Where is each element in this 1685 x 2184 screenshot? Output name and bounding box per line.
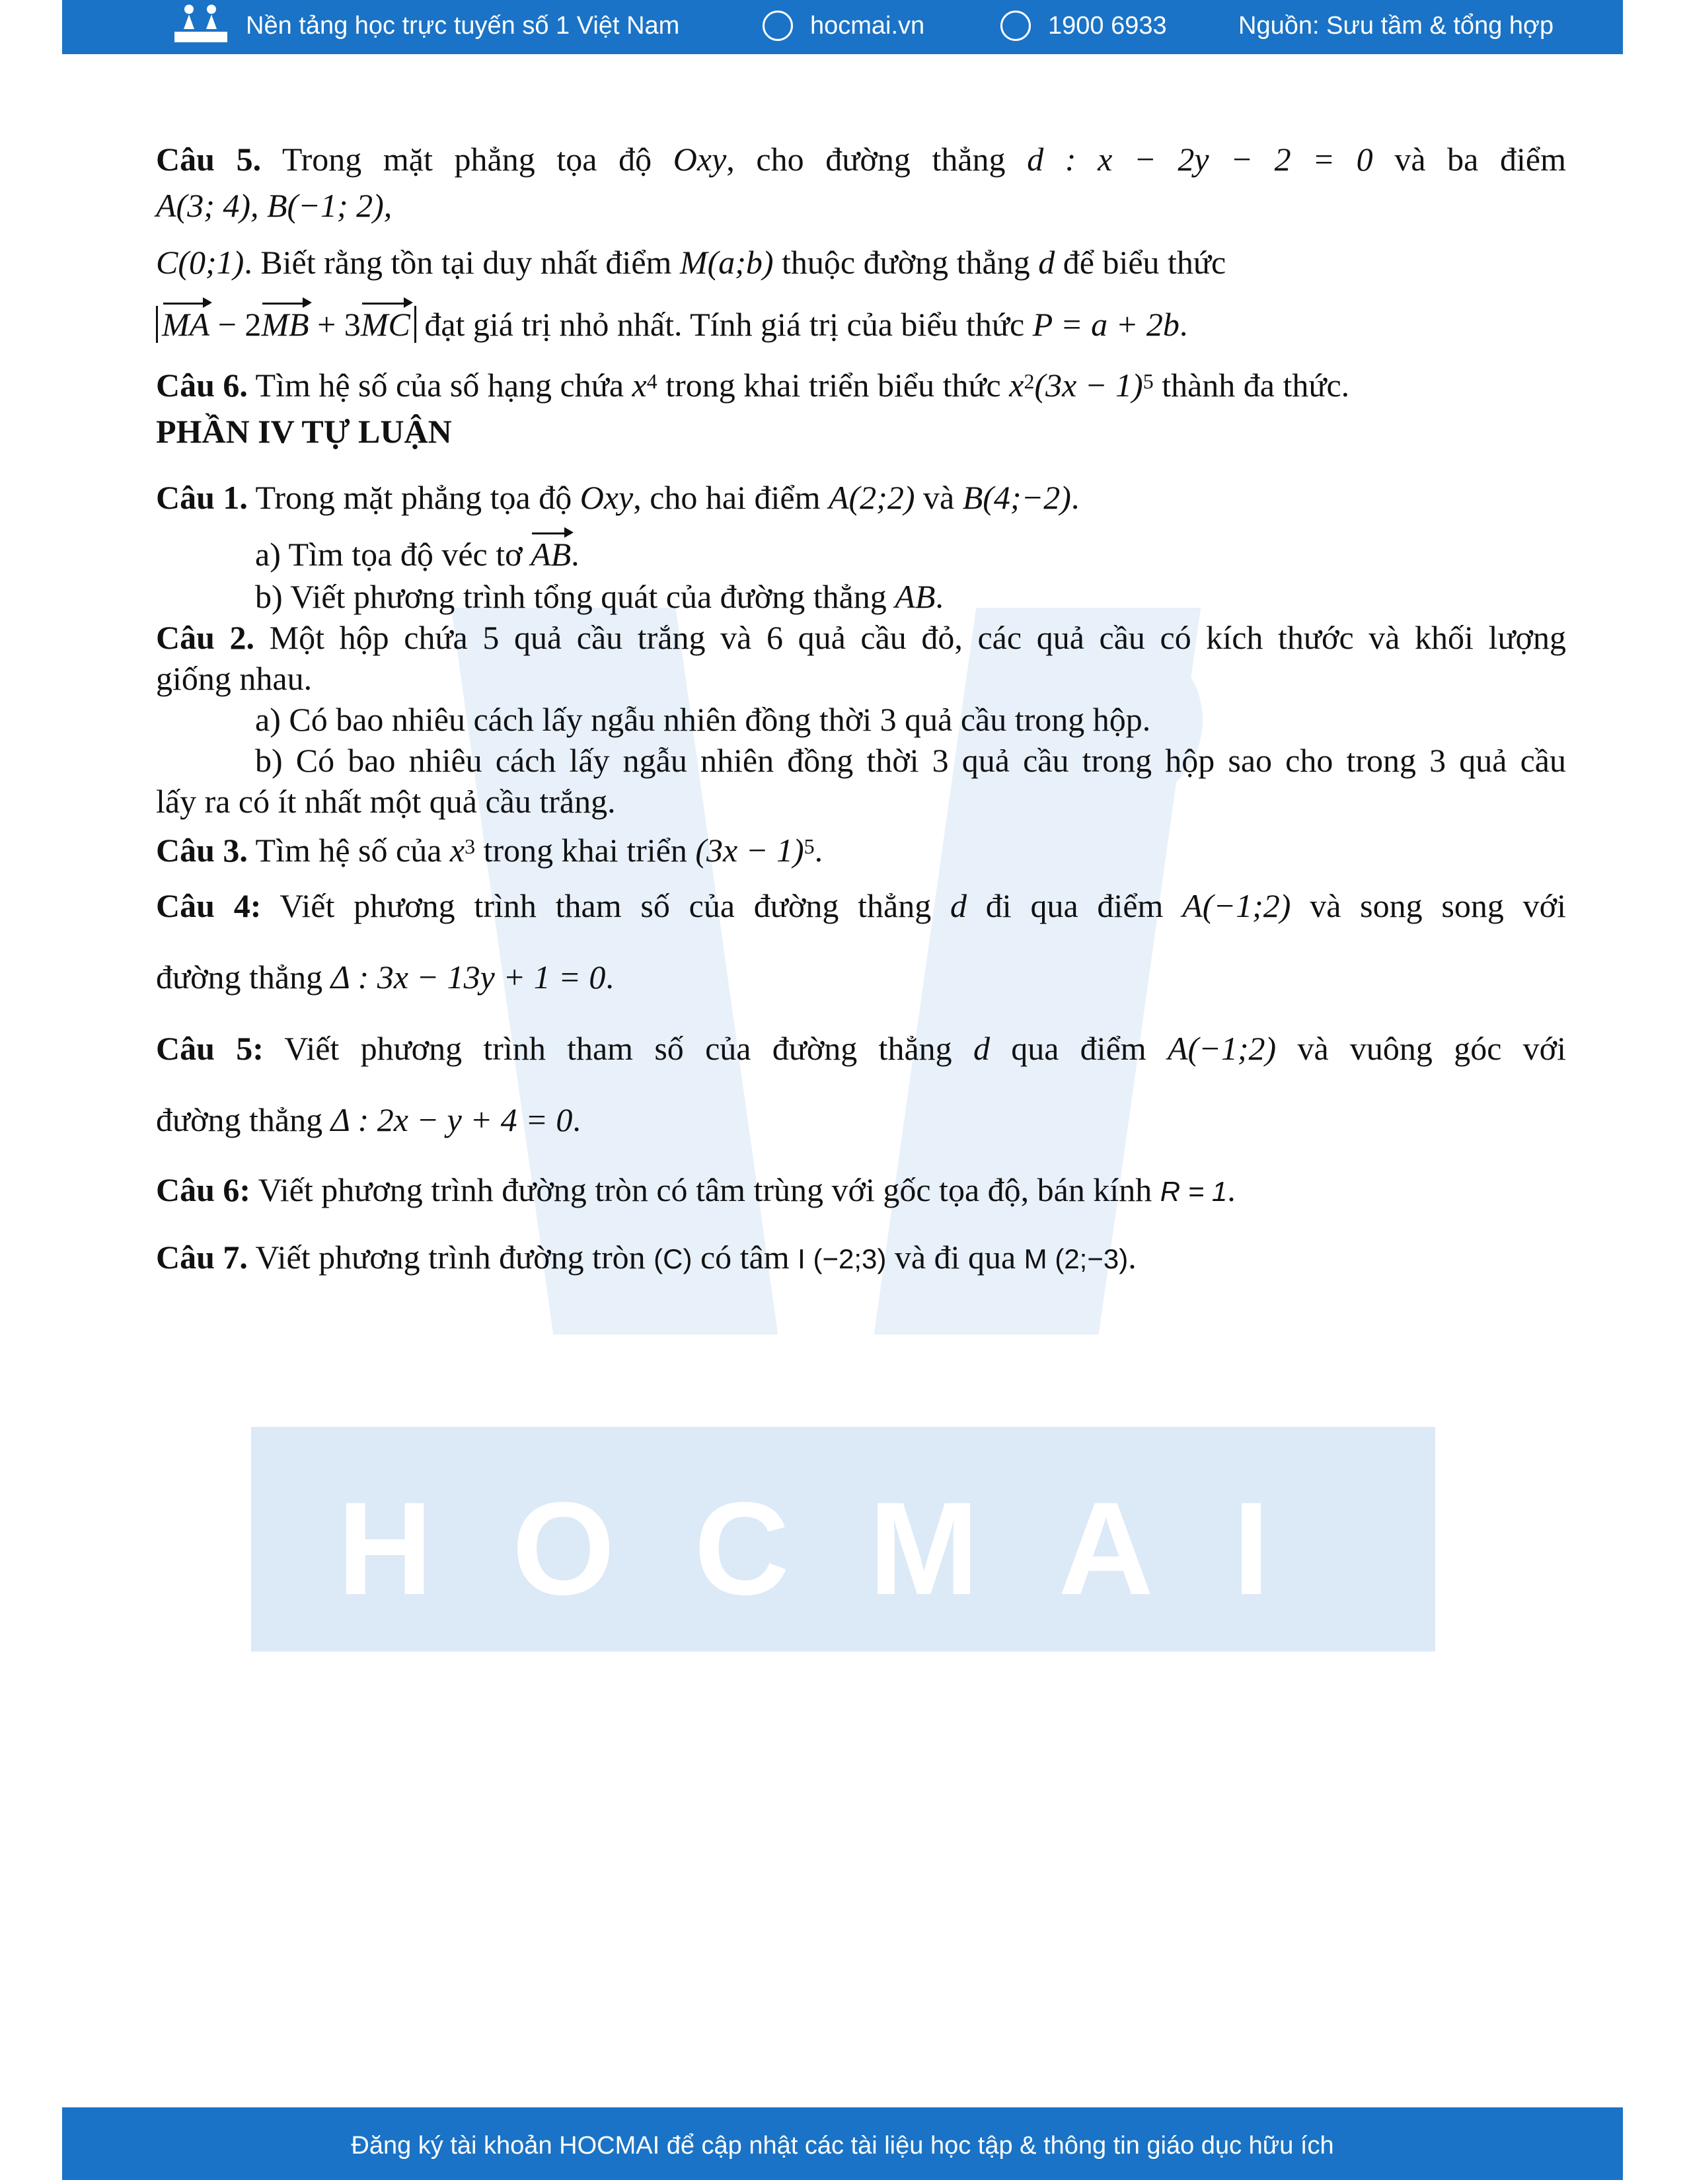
e4-line-1: [156, 885, 1566, 926]
e2-part-a: [255, 699, 1150, 740]
q6-text: Tìm hệ số của số hạng chứa: [255, 367, 624, 404]
e1-label: Câu 1.: [156, 479, 248, 516]
e6-radius: R = 1: [1160, 1176, 1228, 1207]
q5-end: .: [1179, 306, 1188, 343]
e2-line-1: [156, 617, 1566, 658]
e1-text: và: [922, 479, 955, 516]
vector-ab: AB: [531, 534, 571, 575]
q6-polynomial: (3x − 1): [1034, 367, 1143, 404]
e6-line: [156, 1169, 1236, 1212]
vector-mc: MC: [361, 304, 410, 345]
e3-text: trong khai triển: [483, 832, 687, 869]
e3-label: Câu 3.: [156, 832, 248, 869]
e3-end: .: [814, 832, 823, 869]
e5-line-2: [156, 1099, 581, 1140]
q5-text: để biểu thức: [1063, 244, 1226, 281]
e1-part-b-text: b) Viết phương trình tổng quát của đường thẳng: [255, 578, 887, 615]
e2-text: giống nhau.: [156, 660, 313, 697]
e1-end: .: [1070, 479, 1080, 516]
e6-end: .: [1227, 1171, 1236, 1208]
q5-line-1: [156, 139, 1566, 180]
q5-line-3: [156, 242, 1226, 283]
q5-text: Trong mặt phẳng tọa độ: [281, 141, 652, 178]
e5-point-a: A(−1;2): [1167, 1030, 1277, 1067]
e1-part-b: [255, 576, 944, 617]
q5-point-c: C(0;1): [156, 244, 244, 281]
e4-d: d: [950, 887, 967, 924]
e1-line: [156, 477, 1079, 518]
q6-label: Câu 6.: [156, 367, 248, 404]
q5-d: d: [1038, 244, 1055, 281]
e4-text: và song song với: [1310, 887, 1566, 924]
e4-text: đường thẳng: [156, 959, 323, 996]
header-tagline: Nền tảng học trực tuyến số 1 Việt Nam: [246, 12, 680, 40]
e3-text: Tìm hệ số của: [255, 832, 442, 869]
q5-point-m: M(a;b): [679, 244, 774, 281]
header-website-link[interactable]: hocmai.vn: [810, 12, 925, 40]
e2-part-b-text: b) Có bao nhiêu cách lấy ngẫu nhiên đồng thời 3 quả cầu trong hộp sao cho trong 3 quả cầu: [255, 742, 1566, 779]
e1-part-a: [255, 534, 580, 575]
e7-text: và đi qua: [894, 1239, 1016, 1276]
e5-line-1: [156, 1028, 1566, 1069]
q6-exponent: 5: [1142, 369, 1154, 393]
section-title: PHẦN IV TỰ LUẬN: [156, 413, 452, 450]
e2-text: Một hộp chứa 5 quả cầu trắng và 6 quả cầu đỏ, các quả cầu có kích thước và khối lượng: [269, 619, 1567, 656]
vector-ma: MA: [162, 304, 209, 345]
watermark-text: HOCMAI: [337, 1475, 1349, 1622]
watermark-banner: [251, 1427, 1435, 1652]
e7-line: [156, 1237, 1137, 1280]
e3-exponent: 3: [465, 834, 476, 858]
q5-points: A(3; 4), B(−1; 2),: [156, 187, 393, 224]
q5-expression-p: P = a + 2b: [1032, 306, 1180, 343]
q6-x: x: [632, 367, 647, 404]
globe-icon: [763, 11, 793, 41]
q5-line-2: [156, 185, 392, 226]
q5-line-4: [156, 304, 1187, 345]
q5-text: đạt giá trị nhỏ nhất. Tính giá trị của biểu thức: [424, 306, 1025, 343]
e1-text: , cho hai điểm: [633, 479, 821, 516]
q5-vector-expression: [156, 306, 416, 343]
e2-part-b: [255, 740, 1566, 781]
e2-label: Câu 2.: [156, 619, 255, 656]
e4-point-a: A(−1;2): [1182, 887, 1291, 924]
e5-text: và vuông góc với: [1297, 1030, 1567, 1067]
e2-part-a-text: a) Có bao nhiêu cách lấy ngẫu nhiên đồng thời 3 quả cầu trong hộp.: [255, 701, 1151, 738]
e1-point-a: A(2;2): [828, 479, 915, 516]
e3-x: x: [449, 832, 465, 869]
footer-text[interactable]: Đăng ký tài khoản HOCMAI để cập nhật các tài liệu học tập & thông tin giáo dục hữu ích: [351, 2132, 1334, 2160]
e1-oxy: Oxy: [580, 479, 634, 516]
q5-coef: + 3: [317, 306, 361, 343]
q5-oxy: Oxy: [673, 141, 727, 178]
e1-end: .: [935, 578, 944, 615]
vector-mb: MB: [261, 304, 309, 345]
q6-x: x: [1009, 367, 1024, 404]
e4-text: Viết phương trình tham số của đường thẳng: [280, 887, 932, 924]
q6-text: thành đa thức.: [1162, 367, 1350, 404]
e1-text: Trong mặt phẳng tọa độ: [255, 479, 572, 516]
e7-text: Viết phương trình đường tròn: [255, 1239, 646, 1276]
e1-point-b: B(4;−2): [962, 479, 1071, 516]
e4-line-2: [156, 957, 614, 998]
e3-exponent: 5: [804, 834, 815, 858]
e3-polynomial: (3x − 1): [695, 832, 804, 869]
phone-icon: [1000, 11, 1031, 41]
e5-text: Viết phương trình tham số của đường thẳng: [284, 1030, 952, 1067]
e4-text: đi qua điểm: [985, 887, 1164, 924]
e2-part-b-cont: [156, 781, 616, 822]
e5-equation: Δ : 2x − y + 4 = 0: [330, 1101, 573, 1138]
e7-point-m: M (2;−3): [1024, 1243, 1129, 1274]
e5-d: d: [973, 1030, 990, 1067]
header-bar: [62, 0, 1623, 54]
e3-line: [156, 830, 823, 871]
e5-text: đường thẳng: [156, 1101, 323, 1138]
q6-line: [156, 365, 1349, 406]
q5-text: và ba điểm: [1394, 141, 1567, 178]
e4-label: Câu 4:: [156, 887, 262, 924]
q5-coef: − 2: [217, 306, 262, 343]
e7-circle-c: (C): [654, 1243, 693, 1274]
e7-text: có tâm: [700, 1239, 790, 1276]
q5-text: thuộc đường thẳng: [782, 244, 1030, 281]
e4-equation: Δ : 3x − 13y + 1 = 0: [330, 959, 606, 996]
e1-end: .: [571, 536, 580, 573]
e1-line-ab: AB: [895, 578, 936, 615]
header-phone[interactable]: 1900 6933: [1048, 12, 1167, 40]
e2-line-2: [156, 658, 312, 699]
e4-end: .: [605, 959, 614, 996]
q6-exponent: 2: [1024, 369, 1035, 393]
e7-end: .: [1128, 1239, 1137, 1276]
q6-text: trong khai triển biểu thức: [665, 367, 1001, 404]
q6-exponent: 4: [646, 369, 657, 393]
header-source: Nguồn: Sưu tầm & tổng hợp: [1238, 12, 1554, 40]
e1-part-a-text: a) Tìm tọa độ véc tơ: [255, 536, 523, 573]
q5-line-equation: d : x − 2y − 2 = 0: [1027, 141, 1373, 178]
e6-text: Viết phương trình đường tròn có tâm trùng với gốc tọa độ, bán kính: [258, 1171, 1152, 1208]
e5-end: .: [572, 1101, 581, 1138]
e5-text: qua điểm: [1011, 1030, 1146, 1067]
e7-center-i: I (−2;3): [798, 1243, 887, 1274]
q5-label: Câu 5.: [156, 141, 262, 178]
section-heading: [156, 411, 452, 452]
e6-label: Câu 6:: [156, 1171, 251, 1208]
e5-label: Câu 5:: [156, 1030, 264, 1067]
hocmai-logo: [174, 3, 234, 45]
e7-label: Câu 7.: [156, 1239, 248, 1276]
q5-text: , cho đường thẳng: [726, 141, 1006, 178]
footer-bar: [62, 2107, 1623, 2180]
q5-text: . Biết rằng tồn tại duy nhất điểm: [244, 244, 672, 281]
e2-part-b-text: lấy ra có ít nhất một quả cầu trắng.: [156, 783, 616, 820]
